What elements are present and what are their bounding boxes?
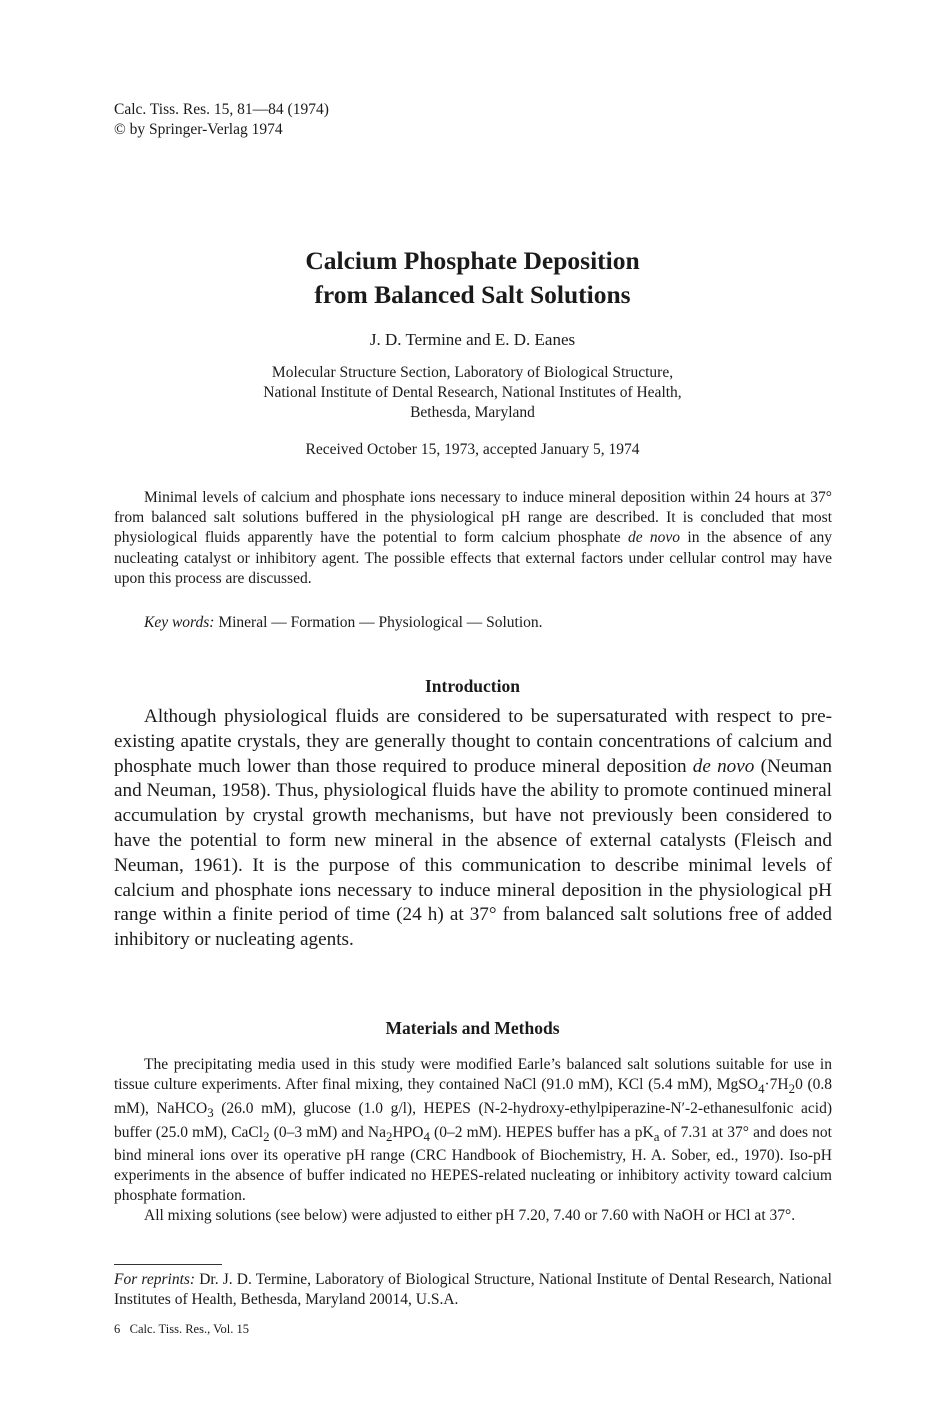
abstract-text-2: in the absence of any nucleating catalyst or inhibitory agent. The possible effects that external factors under cellular control may have upon this process are discussed. (114, 529, 832, 587)
reprint-footnote (114, 1270, 832, 1310)
intro-emphasis: de novo (692, 755, 755, 777)
methods-paragraph-1 (114, 1055, 832, 1206)
footnote-label: For reprints: (114, 1271, 196, 1288)
footnote-divider (114, 1264, 222, 1265)
keywords (144, 614, 543, 632)
methods-text: (26.0 mM), glucose (1.0 g/l), HEPES (N-2-hydroxy-ethylpiperazine-N′-2-ethanesulfonic acid) buffer (25.0 mM), CaCl (114, 1099, 832, 1141)
methods-heading: Materials and Methods (385, 1018, 560, 1038)
copyright-line: © by Springer-Verlag 1974 (114, 121, 283, 138)
affiliation-line-2: National Institute of Dental Research, National Institutes of Health, (263, 384, 682, 401)
title-line-1: Calcium Phosphate Deposition (305, 246, 640, 275)
affiliation (0, 363, 945, 423)
journal-line: Calc. Tiss. Res. 15, 81—84 (1974) (114, 101, 329, 118)
abstract-emphasis: de novo (627, 529, 681, 547)
introduction-heading: Introduction (425, 676, 520, 696)
received-date: Received October 15, 1973, accepted January 5, 1974 (305, 441, 640, 458)
methods-body (114, 1055, 832, 1226)
affiliation-line-3: Bethesda, Maryland (410, 404, 535, 421)
methods-text: of 7.31 at 37° and does not bind mineral ions over its operative pH range (CRC Handbook of Biochemistry, H. A. Sober, ed., 1970). Iso-pH experiments in the absence of buffer indicated no HEPES-related nucleating or inhibitory activity toward calcium phosphate formation. (114, 1123, 832, 1205)
methods-text: (0–3 mM) and Na (269, 1123, 386, 1141)
subscript: 3 (207, 1104, 214, 1120)
abstract-text-1: Minimal levels of calcium and phosphate ions necessary to induce mineral deposition within 24 hours at 37° from balanced salt solutions buffered in the physiological pH range are described. It is concluded that most physiological fluids apparently have the potential to form calcium phosphate (114, 489, 832, 547)
methods-text: 0 (0.8 mM), NaHCO (114, 1075, 832, 1117)
methods-text: HPO (392, 1123, 424, 1141)
authors: J. D. Termine and E. D. Eanes (369, 330, 576, 349)
title-line-2: from Balanced Salt Solutions (314, 280, 631, 309)
methods-text: ·7H (764, 1075, 789, 1093)
keywords-text: Mineral — Formation — Physiological — Solution. (214, 614, 543, 631)
subscript: 4 (758, 1080, 765, 1096)
footnote-text: Dr. J. D. Termine, Laboratory of Biological Structure, National Institute of Dental Research, National Institutes of Health, Bethesda, Maryland 20014, U.S.A. (114, 1271, 832, 1308)
abstract (114, 488, 832, 589)
keywords-label: Key words: (144, 614, 215, 631)
methods-text: The precipitating media used in this study were modified Earle’s balanced salt solutions suitable for use in tissue culture experiments. After final mixing, they contained NaCl (91.0 mM), KCl (5.4 mM), MgSO (114, 1056, 832, 1093)
intro-text-1: Although physiological fluids are considered to be supersaturated with respect to pre-existing apatite crystals, they are generally thought to contain concentrations of calcium and phosphate much lower than those required to produce mineral deposition (114, 706, 832, 777)
affiliation-line-1: Molecular Structure Section, Laboratory of Biological Structure, (271, 364, 674, 381)
subscript: 2 (263, 1128, 270, 1144)
paper-title (0, 244, 945, 312)
subscript: 4 (423, 1128, 430, 1144)
methods-paragraph-2: All mixing solutions (see below) were adjusted to either pH 7.20, 7.40 or 7.60 with NaOH or HCl at 37°. (144, 1206, 796, 1224)
page-footer: 6 Calc. Tiss. Res., Vol. 15 (114, 1322, 249, 1336)
subscript: 2 (788, 1080, 796, 1096)
intro-text-2: (Neuman and Neuman, 1958). Thus, physiological fluids have the ability to promote continued mineral accumulation by crystal growth mechanisms, but have not previously been considered to have the potential to form new mineral in the absence of external catalysts (Fleisch and Neuman, 1961). It is the purpose of this communication to describe minimal levels of calcium and phosphate ions necessary to induce mineral deposition in the physiological pH range within a finite period of time (24 h) at 37° from balanced salt solutions free of added inhibitory or nucleating agents. (114, 755, 832, 951)
subscript: a (653, 1128, 660, 1144)
journal-citation (114, 100, 329, 140)
methods-text: (0–2 mM). HEPES buffer has a pK (429, 1123, 654, 1141)
introduction-paragraph (114, 705, 832, 953)
subscript: 2 (385, 1128, 393, 1144)
